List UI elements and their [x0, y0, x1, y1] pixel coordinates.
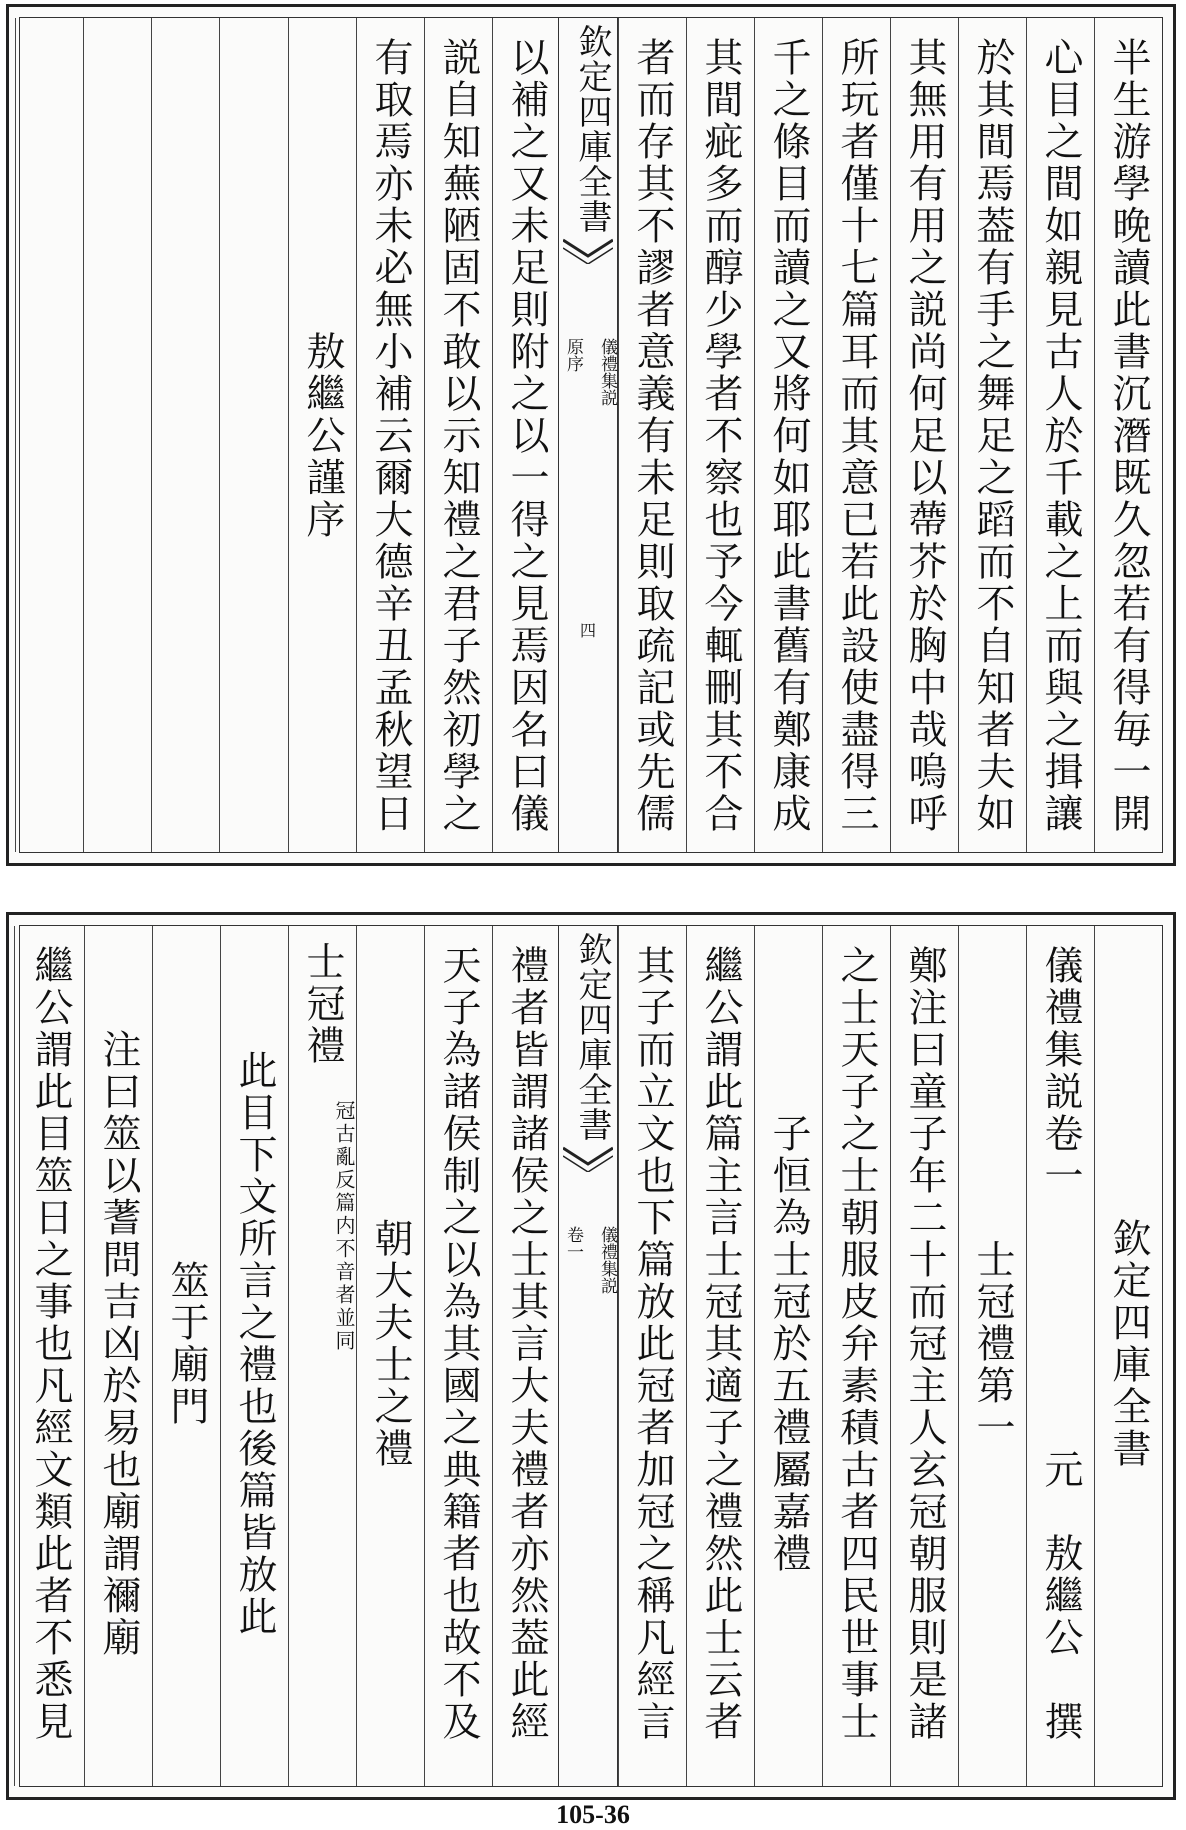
text-column [958, 926, 1026, 1786]
text-column [424, 926, 492, 1786]
column-text: 注曰筮以蓍問吉凶於易也廟謂禰廟 [96, 1029, 141, 1659]
column-text: 之士天子之士朝服皮弁素積古者四民世事士 [834, 945, 879, 1743]
text-column [618, 18, 686, 852]
band-book-title: 儀禮集説 [597, 338, 617, 406]
text-column [424, 18, 492, 852]
empty-column [15, 18, 84, 852]
column-text: 敖繼公謹序 [300, 331, 345, 541]
text-column [220, 926, 288, 1786]
text-column [1094, 18, 1162, 852]
bottom-page-frame [19, 925, 1163, 1787]
column-text: 所玩者僅十七篇耳而其意已若此設使盡得三 [834, 37, 879, 835]
column-text: 士冠禮 [300, 941, 345, 1067]
band-section: 原序 [563, 338, 583, 372]
text-column [618, 926, 686, 1786]
column-text: 其子而立文也下篇放此冠者加冠之稱凡經言 [630, 945, 675, 1743]
column-text: 有取焉亦未必無小補云爾大德辛丑孟秋望日 [368, 37, 413, 835]
column-text: 子恒為士冠於五禮屬嘉禮 [766, 1113, 811, 1575]
band-title: 欽定四庫全書 [572, 24, 612, 234]
column-text: 其無用有用之説尚何足以蔕芥於胸中哉嗚呼 [902, 37, 947, 835]
column-text: 説自知蕪陋固不敢以示知禮之君子然初學之 [436, 37, 481, 835]
column-text: 儀禮集説卷一 元 敖繼公 撰 [1038, 945, 1083, 1743]
text-column [288, 18, 356, 852]
text-column [152, 926, 220, 1786]
empty-column [151, 18, 220, 852]
text-column [754, 18, 822, 852]
text-column [890, 926, 958, 1786]
text-column [822, 18, 890, 852]
column-text: 士冠禮第一 [970, 1239, 1015, 1449]
band-title: 欽定四庫全書 [572, 932, 612, 1142]
interlinear-note: 冠古亂反篇内不音者並同 [332, 1099, 356, 1353]
column-text: 此目下文所言之禮也後篇皆放此 [232, 1050, 277, 1638]
band-book-title: 儀禮集説 [597, 1226, 617, 1294]
text-column [686, 18, 754, 852]
text-column [1026, 18, 1094, 852]
column-text: 以補之又未足則附之以一得之見焉因名曰儀 [504, 37, 549, 835]
text-column [288, 926, 356, 1786]
center-fold-band [558, 926, 618, 1786]
column-text: 筮于廟門 [164, 1260, 209, 1428]
column-text: 於其間焉葢有手之舞足之蹈而不自知者夫如 [970, 37, 1015, 835]
fish-tail-ornament [563, 1144, 613, 1172]
empty-column [83, 18, 152, 852]
column-text: 朝大夫士之禮 [368, 1218, 413, 1470]
center-fold-band [558, 18, 618, 852]
band-section: 卷一 [563, 1226, 583, 1260]
column-text: 欽定四庫全書 [1106, 1218, 1151, 1470]
text-column [1026, 926, 1094, 1786]
text-column [356, 18, 424, 852]
column-text: 天子為諸侯制之以為其國之典籍者也故不及 [436, 945, 481, 1743]
text-column [84, 926, 152, 1786]
column-text: 其間疵多而醇少學者不察也予今輒刪其不合 [698, 37, 743, 835]
text-column [356, 926, 424, 1786]
text-column [958, 18, 1026, 852]
text-column [14, 926, 84, 1786]
column-text: 千之條目而讀之又將何如耶此書舊有鄭康成 [766, 37, 811, 835]
text-column [754, 926, 822, 1786]
text-column [492, 926, 560, 1786]
page-number: 105-36 [556, 1800, 630, 1829]
column-text: 繼公謂此篇主言士冠其適子之禮然此士云者 [698, 945, 743, 1743]
top-page [6, 4, 1176, 866]
top-page-frame [19, 17, 1163, 853]
column-text: 繼公謂此目筮日之事也凡經文類此者不悉見 [28, 945, 73, 1743]
folio-number: 四 [579, 621, 596, 640]
column-text: 者而存其不謬者意義有未足則取疏記或先儒 [630, 37, 675, 835]
text-column [890, 18, 958, 852]
bottom-page [6, 912, 1176, 1800]
text-column [822, 926, 890, 1786]
fish-tail-ornament [563, 236, 613, 264]
column-text: 心目之間如親見古人於千載之上而與之揖讓 [1038, 37, 1083, 835]
text-column [686, 926, 754, 1786]
column-text: 禮者皆謂諸侯之士其言大夫禮者亦然葢此經 [504, 945, 549, 1743]
text-column [492, 18, 560, 852]
empty-column [219, 18, 288, 852]
text-column [1094, 926, 1162, 1786]
column-text: 鄭注曰童子年二十而冠主人玄冠朝服則是諸 [902, 945, 947, 1743]
column-text: 半生游學晚讀此書沉潛既久忽若有得毎一開 [1106, 37, 1151, 835]
